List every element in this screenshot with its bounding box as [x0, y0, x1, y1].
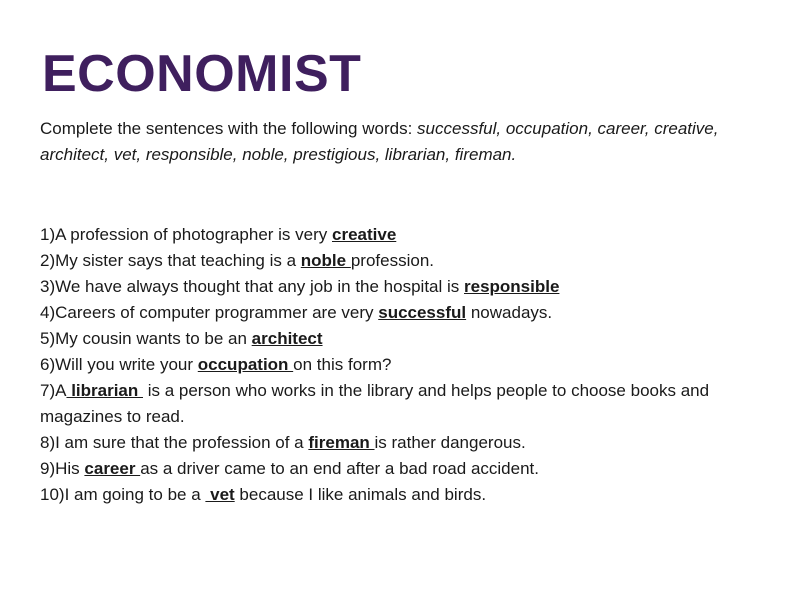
sentence-item [40, 378, 780, 430]
sentence-text: 5)My cousin wants to be an [40, 329, 252, 348]
sentence-item [40, 274, 780, 300]
sentence-text: because I like animals and birds. [234, 485, 487, 504]
answer-word: career [84, 459, 141, 478]
sentence-text: 8)I am sure that the profession of a [40, 433, 309, 452]
sentence-item [40, 326, 780, 352]
sentence-item [40, 300, 780, 326]
answer-word: occupation [197, 355, 294, 374]
answer-word: successful [378, 303, 467, 322]
answer-word: responsible [464, 277, 560, 296]
sentence-text: is rather dangerous. [374, 433, 526, 452]
instruction-prefix: Complete the sentences with the following words: [40, 119, 418, 138]
sentence-text: nowadays. [466, 303, 553, 322]
sentence-item [40, 482, 780, 508]
sentence-list [40, 222, 780, 508]
answer-word: noble [300, 251, 351, 270]
sentence-text: 1)A profession of photographer is very [40, 225, 332, 244]
sentence-text: 3)We have always thought that any job in the hospital is [40, 277, 464, 296]
sentence-text: as a driver came to an end after a bad road accident. [140, 459, 539, 478]
sentence-text: 2)My sister says that teaching is a [40, 251, 301, 270]
sentence-item [40, 248, 780, 274]
page-title: ECONOMIST [42, 45, 362, 103]
sentence-text: 6)Will you write your [40, 355, 198, 374]
sentence-text: 9)His [40, 459, 85, 478]
answer-word: creative [332, 225, 397, 244]
answer-word: fireman [308, 433, 375, 452]
sentence-item [40, 430, 780, 456]
sentence-item [40, 456, 780, 482]
sentence-text: 7)A [40, 381, 67, 400]
sentence-text: is a person who works in the library and helps people to choose books and magazines to read. [40, 381, 710, 426]
answer-word: architect [251, 329, 323, 348]
sentence-text: on this form? [293, 355, 392, 374]
sentence-text: 4)Careers of computer programmer are very [40, 303, 379, 322]
sentence-item [40, 222, 780, 248]
word-bank: successful, occupation, career, creative, architect, vet, responsible, noble, prestigious, librarian, fireman. [40, 119, 719, 164]
sentence-text: 10)I am going to be a [40, 485, 206, 504]
sentence-item [40, 352, 780, 378]
answer-word: librarian [66, 381, 143, 400]
answer-word: vet [205, 485, 235, 504]
sentence-text: profession. [350, 251, 435, 270]
instruction-text [40, 116, 780, 168]
